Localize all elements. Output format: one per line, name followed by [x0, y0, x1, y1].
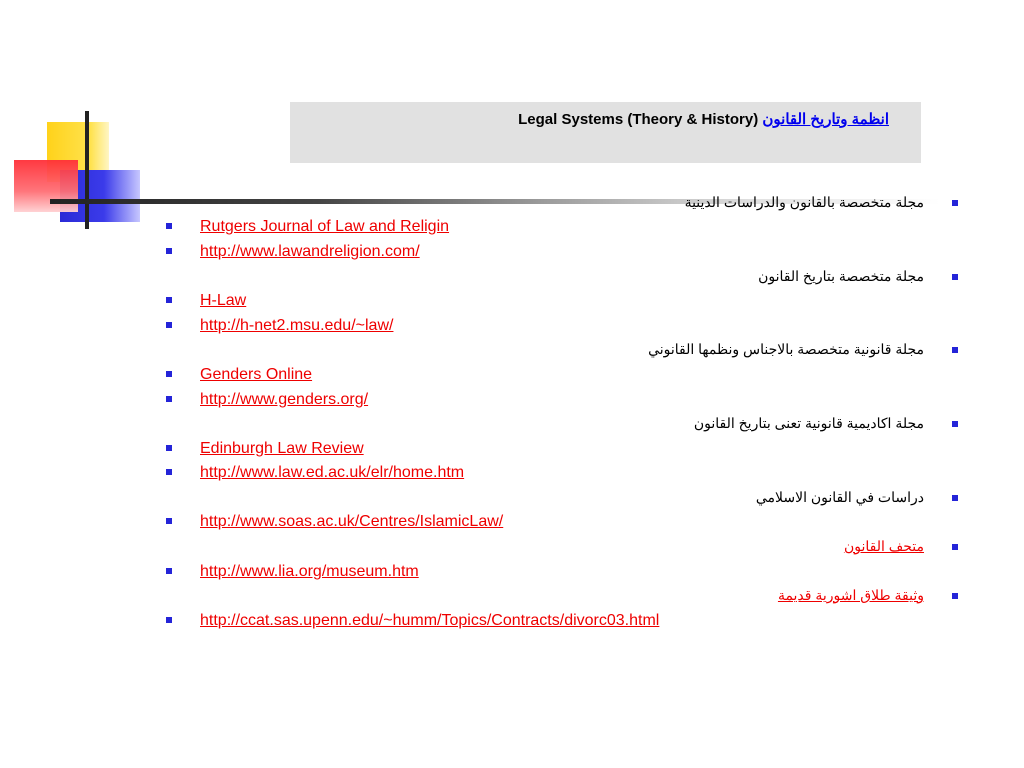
list-item [648, 341, 958, 363]
bullet-icon [952, 274, 958, 280]
item-text: مجلة متخصصة بتاريخ القانون [758, 268, 924, 284]
page-title [518, 110, 889, 128]
list-item [756, 489, 958, 511]
item-link[interactable]: Rutgers Journal of Law and Religin [200, 218, 450, 235]
item-link[interactable]: Genders Online [200, 366, 313, 383]
item-link[interactable]: متحف القانون [843, 538, 924, 554]
list-item [166, 391, 368, 413]
decor-vertical-bar [85, 111, 89, 229]
item-link[interactable]: Edinburgh Law Review [200, 440, 364, 457]
bullet-icon [166, 322, 172, 328]
bullet-icon [166, 371, 172, 377]
list-item [778, 587, 958, 609]
item-text: مجلة متخصصة بالقانون والدراسات الدينية [684, 194, 924, 210]
list-item [166, 366, 312, 388]
list-item [844, 538, 958, 560]
list-item [685, 194, 958, 216]
list-item [166, 612, 659, 634]
bullet-icon [952, 347, 958, 353]
item-link[interactable]: http://www.law.ed.ac.uk/elr/home.htm [200, 464, 465, 481]
item-link[interactable]: http://www.genders.org/ [200, 391, 369, 408]
bullet-icon [166, 518, 172, 524]
list-item [166, 243, 420, 265]
bullet-icon [952, 495, 958, 501]
bullet-icon [166, 445, 172, 451]
list-item [166, 292, 246, 314]
bullet-icon [952, 200, 958, 206]
title-box [290, 102, 921, 163]
title-arabic-link[interactable]: انظمة وتاريخ القانون [762, 111, 889, 128]
bullet-icon [952, 593, 958, 599]
item-link[interactable]: وثيقة طلاق اشورية قديمة [777, 587, 924, 603]
list-item [758, 268, 958, 290]
title-english: Legal Systems (Theory & History) [518, 111, 759, 128]
bullet-icon [166, 297, 172, 303]
item-link[interactable]: H-Law [200, 292, 247, 309]
item-text: دراسات في القانون الاسلامي [755, 489, 924, 505]
item-text: مجلة قانونية متخصصة بالاجناس ونظمها القانوني [648, 341, 924, 357]
list-item [166, 440, 364, 462]
list-item [166, 563, 419, 585]
list-item [166, 317, 393, 339]
item-link[interactable]: http://www.soas.ac.uk/Centres/IslamicLaw/ [200, 513, 504, 530]
list-item [166, 464, 464, 486]
bullet-icon [166, 469, 172, 475]
item-link[interactable]: http://www.lia.org/museum.htm [200, 563, 419, 580]
bullet-icon [166, 568, 172, 574]
bullet-icon [166, 396, 172, 402]
bullet-icon [952, 421, 958, 427]
item-text: مجلة اكاديمية قانونية تعنى بتاريخ القانون [693, 415, 924, 431]
list-item [166, 513, 503, 535]
item-link[interactable]: http://h-net2.msu.edu/~law/ [200, 317, 394, 334]
item-link[interactable]: http://ccat.sas.upenn.edu/~humm/Topics/Contracts/divorc03.html [200, 612, 660, 629]
list-item [694, 415, 958, 437]
bullet-icon [166, 248, 172, 254]
decor-red-square [14, 160, 78, 212]
list-item [166, 218, 449, 240]
bullet-icon [166, 223, 172, 229]
bullet-icon [952, 544, 958, 550]
bullet-icon [166, 617, 172, 623]
item-link[interactable]: http://www.lawandreligion.com/ [200, 243, 420, 260]
